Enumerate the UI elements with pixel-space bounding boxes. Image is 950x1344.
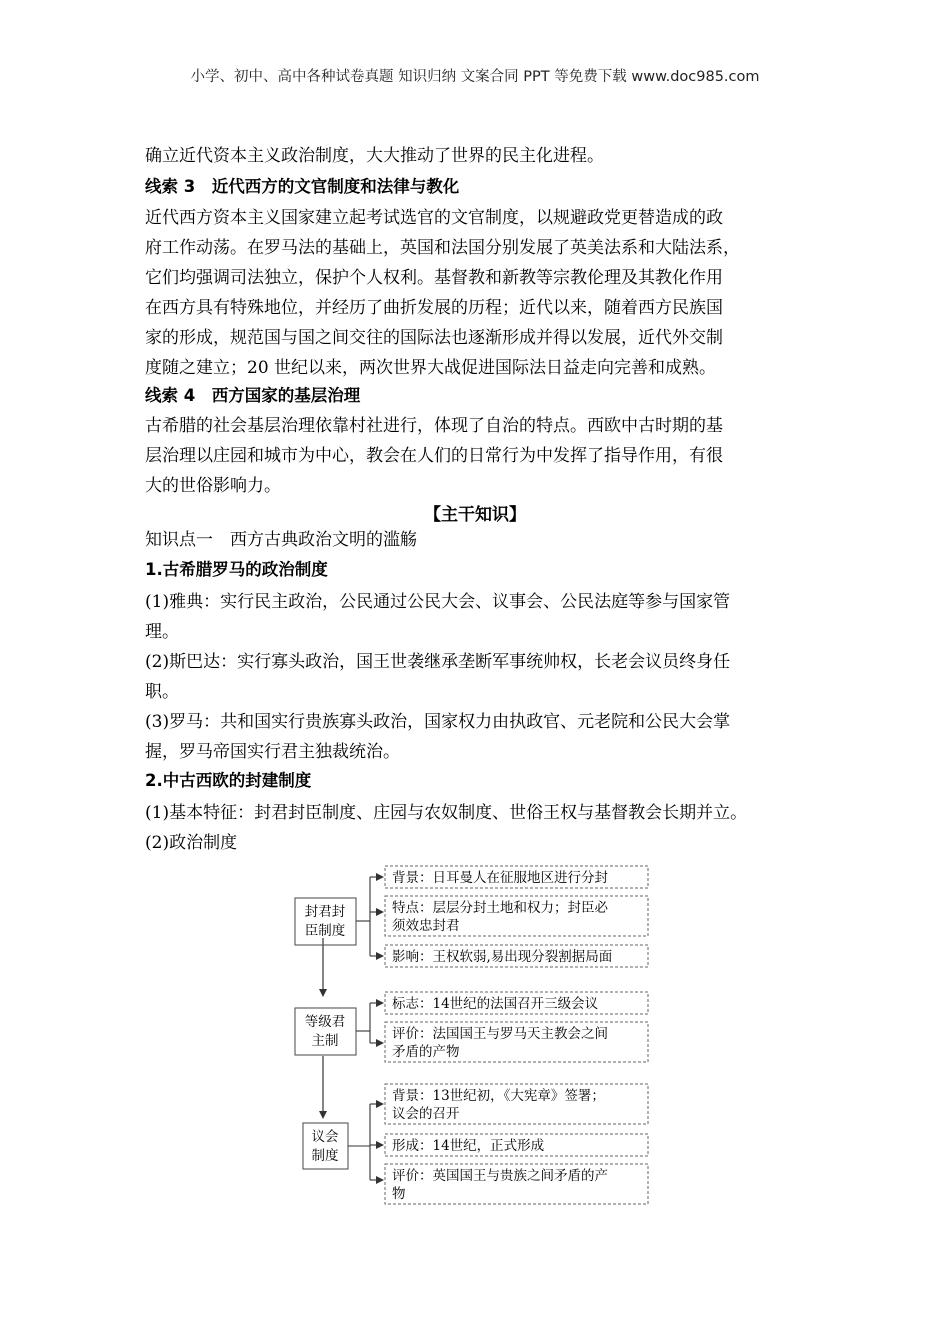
text-line: (1)雅典：实行民主政治，公民通过公民大会、议事会、公民法庭等参与国家管 [145, 592, 731, 612]
text-line: (2)斯巴达：实行寡头政治，国王世袭继承垄断军事统帅权，长老会议员终身任 [145, 652, 731, 672]
node-text: 形成：14世纪，正式形成 [392, 1138, 545, 1154]
node-text: 议会的召开 [392, 1106, 460, 1122]
text-line: 大的世俗影响力。 [145, 476, 281, 496]
group-label: 主制 [311, 1033, 339, 1049]
node-text: 须效忠封君 [392, 918, 460, 934]
group-label: 议会 [311, 1129, 339, 1145]
political-system-diagram [280, 858, 660, 1214]
text-line: 职。 [145, 682, 179, 702]
text-line: 家的形成，规范国与国之间交往的国际法也逐渐形成并得以发展，近代外交制 [145, 328, 723, 348]
text-line: 近代西方资本主义国家建立起考试选官的文官制度，以规避政党更替造成的政 [145, 208, 723, 228]
text-line: 府工作动荡。在罗马法的基础上，英国和法国分别发展了英美法系和大陆法系， [145, 238, 740, 258]
knowledge-point-title: 知识点一 西方古典政治文明的滥觞 [145, 530, 417, 550]
group-label: 封君封 [304, 904, 346, 920]
text-line: (1)基本特征：封君封臣制度、庄园与农奴制度、世俗王权与基督教会长期并立。 [145, 803, 748, 823]
node-text: 评价：英国国王与贵族之间矛盾的产 [392, 1168, 608, 1184]
group-label: 等级君 [304, 1014, 346, 1030]
text-line: (2)政治制度 [145, 833, 238, 853]
group-fengjun [295, 866, 648, 967]
text-line: 度随之建立；20 世纪以来，两次世界大战促进国际法日益走向完善和成熟。 [145, 358, 717, 378]
text-line: 确立近代资本主义政治制度，大大推动了世界的民主化进程。 [145, 146, 604, 166]
clue-heading: 线索 4 西方国家的基层治理 [145, 386, 361, 405]
group-dengji [295, 992, 648, 1062]
group-label: 制度 [311, 1148, 339, 1164]
subheading: 1.古希腊罗马的政治制度 [145, 560, 328, 579]
text-line: 在西方具有特殊地位，并经历了曲折发展的历程；近代以来，随着西方民族国 [145, 298, 723, 318]
group-label: 臣制度 [304, 923, 346, 939]
node-text: 矛盾的产物 [392, 1044, 460, 1060]
section-heading: 【主干知识】 [424, 505, 526, 525]
group-yihui [303, 1084, 648, 1204]
text-line: 古希腊的社会基层治理依靠村社进行，体现了自治的特点。西欧中古时期的基 [145, 416, 723, 436]
node-text: 影响：王权软弱,易出现分裂割据局面 [392, 949, 613, 965]
node-text: 物 [392, 1186, 406, 1202]
subheading: 2.中古西欧的封建制度 [145, 771, 312, 790]
node-text: 背景：13世纪初，《大宪章》签署； [392, 1088, 605, 1104]
text-line: 握，罗马帝国实行君主独裁统治。 [145, 742, 400, 762]
node-text: 标志：14世纪的法国召开三级会议 [392, 996, 599, 1012]
page-header: 小学、初中、高中各种试卷真题 知识归纳 文案合同 PPT 等免费下载 www.doc985.com [190, 69, 760, 85]
text-line: (3)罗马：共和国实行贵族寡头政治，国家权力由执政官、元老院和公民大会掌 [145, 712, 731, 732]
text-line: 它们均强调司法独立，保护个人权利。基督教和新教等宗教伦理及其教化作用 [145, 268, 723, 288]
node-text: 背景：日耳曼人在征服地区进行分封 [392, 870, 608, 886]
text-line: 层治理以庄园和城市为中心，教会在人们的日常行为中发挥了指导作用，有很 [145, 446, 723, 466]
node-text: 特点：层层分封土地和权力；封臣必 [392, 900, 608, 916]
clue-heading: 线索 3 近代西方的文官制度和法律与教化 [145, 177, 460, 196]
node-text: 评价：法国国王与罗马天主教会之间 [392, 1026, 608, 1042]
text-line: 理。 [145, 622, 179, 642]
